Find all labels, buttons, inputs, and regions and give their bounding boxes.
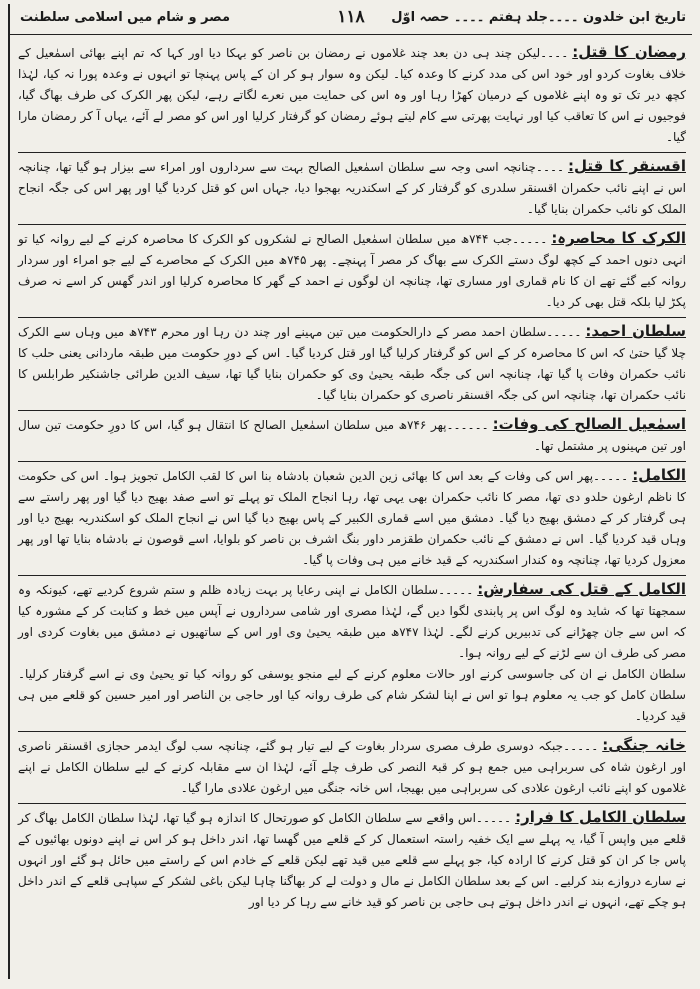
section-al-kamil: [18, 462, 686, 576]
section-civil-war: [18, 732, 686, 804]
section-text: ۔۔۔۔۔جبکہ دوسری طرف مصری سردار بغاوت کے لیے تیار ہو گئے، چنانچہ سب لوگ ایدمر حجازی اقسنقر ناصری اور ارغون شاہ کی سربراہی میں جمع ہو کر قبۃ النصر کی طرف چلے آئے، لہٰذا ان سے مقابلہ کرنے کے لیے سلطان الکامل نے اپنے غلاموں کو اپنے نائب ارغون علادی کی سربراہی میں بھیجا، اس خانہ جنگی میں ارغون علادی مارا گیا۔: [18, 739, 686, 795]
section-text: ۔۔۔۔لیکن چند ہی دن بعد چند غلاموں نے رمضان بن ناصر کو بہکا دیا اور کہا کہ تم اپنے بھائی اسمٰعیل کے خلاف بغاوت کردو اور خود اس کی مدد کرنے کا وعدہ کیا۔ لیکن وہ سوار ہو کر ان کے پاس پہنچا تو انہوں نے وعدہ پورا نہ کیا، لہٰذا کچھ دیر تک تو وہ اپنے غلاموں کے درمیان کھڑا رہا اور وہ اس کی حمایت میں نعرے لگاتے رہے، لیکن پھر الکرک کی طرف بھاگ گیا، فوجیوں نے اس کا تعاقب کیا اور نہایت پھرتی سے کام لیتے ہوئے رمضان کو گرفتار کرلیا اور اس کو مصر لے آئے، یہاں آ کر رمضان مارا گیا۔: [18, 46, 686, 144]
page-header: [10, 4, 692, 35]
section-karak-siege: [18, 225, 686, 318]
section-text: ۔۔۔۔۔سلطان الکامل نے اپنی رعایا پر بہت زیادہ ظلم و ستم شروع کردیے تھے، کیونکہ وہ سمجھتا تھا کہ شاید وہ لوگ اس پر پابندی لگوا دیں گے، لہٰذا مصری اور شامی سرداروں نے آپس میں خط و کتابت کر کے مشورہ کیا کہ اس سے جان چھڑانے کی تدبیریں کرنے لگے۔ لہٰذا ۷۴۷ھ میں طبقہ یحییٰ وی اور اس کے ساتھیوں نے دمشق میں بغاوت کردی اور مصر کی طرف ان سے لڑنے کے لیے روانہ ہوا۔: [18, 583, 686, 660]
section-heading: الکامل کے قتل کی سفارش:: [477, 580, 686, 598]
section-kamil-flight: [18, 804, 686, 917]
section-text-continued: سلطان الکامل نے ان کی جاسوسی کرنے اور حالات معلوم کرنے کے لیے منجو یوسفی کو روانہ کیا تو یحییٰ وی نے اسے گرفتار کرلیا۔ سلطان کامل کو جب یہ معلوم ہوا تو اس نے اپنا لشکر شام کی طرف روانہ کیا اور حاجی بن الناصر اور امیر حسین کو قلعے میں ہی قید کردیا۔: [18, 667, 686, 723]
section-text: ۔۔۔۔۔جب ۷۴۴ھ میں سلطان اسمٰعیل الصالح نے لشکروں کو الکرک کا محاصرہ کرنے کے لیے روانہ کیا تو انہی دنوں احمد کے کچھ لوگ دستے الکرک سے بھاگ کر مصر آ پہنچے۔ پھر ۷۴۵ھ میں الکرک کے محاصرے کے لیے جو امراء اور سردار روانہ کیے گئے تھے ان کا نام قماری اور مساری تھا، چنانچہ ان لوگوں نے احمد کے گھر کا محاصرہ کرلیا اور اندر گھس کر اسے نہ صرف پکڑ لیا بلکہ قتل بھی کر دیا۔: [18, 232, 687, 309]
section-heading: سلطان احمد:: [585, 322, 686, 340]
book-page: [8, 4, 692, 979]
section-text: ۔۔۔۔۔۔پھر ۷۴۶ھ میں سلطان اسمٰعیل الصالح کا انتقال ہو گیا، اس کا دورِ حکومت تین سال اور تین مہینوں پر مشتمل تھا۔: [18, 418, 686, 453]
page-number: ۱۱۸: [337, 7, 365, 27]
section-heading: سلطان الکامل کا فرار:: [515, 808, 686, 826]
section-heading: اسمٰعیل الصالح کی وفات:: [492, 415, 686, 433]
section-ismail-death: [18, 411, 686, 462]
section-text: ۔۔۔۔چنانچہ اسی وجہ سے سلطان اسمٰعیل الصالح بہت سے سرداروں اور امراء سے بیزار ہو گیا تھا، چنانچہ اس نے اپنے نائب حکمران اقسنقر سلدری کو گرفتار کر کے اسکندریہ بھجوا دیا، جہاں اس کو قتل کردیا گیا اور پھر اس کی جگہ انجاح الملک کو نائب حکمران بنایا گیا۔: [18, 160, 686, 216]
section-text: ۔۔۔۔۔اس واقعے سے سلطان الکامل کو صورتحال کا اندازہ ہو گیا تھا، لہٰذا سلطان الکامل بھاگ کر قلعے میں واپس آ گیا، یہ پہلے سے ایک خفیہ راستہ استعمال کر کے قلعے میں گھسا تھا، اندر داخل ہو کر اس نے اپنے دونوں بھائیوں کے پاس جا کر ان کو قتل کرنے کا ارادہ کیا، جو پہلے سے قلعے میں قید تھے لیکن قلعے کے خادم اس کے راستے میں حائل ہو گئے اور انہوں نے سارے دروازے بند کرلیے۔ اس کے بعد سلطان الکامل نے مال و دولت لے کر بھاگنا چاہا لیکن باغی لشکر کے سپاہی قلعے کے اندر داخل ہو چکے تھے، انہوں نے اندر داخل ہوتے ہی حاجی بن ناصر کو قید خانے سے رہا کر دیا اور: [18, 811, 686, 909]
page-body: [10, 35, 692, 917]
section-heading: اقسنقر کا قتل:: [568, 157, 686, 175]
book-title: تاریخ ابن خلدون ۔۔۔۔جلد ہفتم ۔۔۔۔ حصہ اوّل: [391, 10, 686, 25]
section-text: ۔۔۔۔۔پھر اس کی وفات کے بعد اس کا بھائی زین الدین شعبان بادشاہ بنا اس کا لقب الکامل تجویز ہوا۔ اس کی حکومت کا ناظم ارغون حلدو دی تھا، مصر کا نائب حکمران بھی یہی تھا، رہا انجاح الملک تو پہلے تو اسے صفد بھیج دیا گیا اور پھر راستے سے ہی گرفتار کر کے دمشق بھیج دیا گیا۔ دمشق میں اسے قماری الکبیر کے پاس بھیج دیا گیا اس نے انجاح الملک کو اسکندریہ بھیج دیا اور وہاں قید کردیا گیا۔ اس نے دمشق کے نائب حکمران طقزمر داور بنگ اشرف بن ناصر کو بلوایا، اسے قوصون نے بادشاہ بنایا تھا اور پھر معزول کردیا تھا، چنانچہ وہ کندار اسکندریہ کے قید خانے میں ہی وفات پا گیا۔: [18, 469, 686, 567]
section-heading: الکرک کا محاصرہ:: [551, 229, 686, 247]
section-text: ۔۔۔۔۔سلطان احمد مصر کے دارالحکومت میں تین مہینے اور چند دن رہا اور محرم ۷۴۳ھ میں وہاں سے الکرک چلا گیا حتیٰ کہ اس کا محاصرہ کر کے اس کو گرفتار کرلیا گیا اور قتل کردیا گیا۔ اس کے دورِ حکومت میں طبقہ ماردانی یعنی حلب کا نائب حکمران وفات پا گیا تھا، چنانچہ اس کی جگہ طبقہ یحییٰ وی کو حکمران بنایا گیا تھا، سیف الدین طرائی جاشنکیر طرابلس کا نائب حکمران تھا، چنانچہ اس کی جگہ اقسنقر ناصری کو حکمران بنایا گیا۔: [18, 325, 686, 402]
section-heading: الکامل:: [632, 466, 686, 484]
section-sultan-ahmad: [18, 318, 686, 411]
section-kamil-plot: [18, 576, 686, 732]
section-aqsunqur-killed: [18, 153, 686, 225]
section-ramadan-killed: [18, 39, 686, 153]
section-heading: رمضان کا قتل:: [572, 43, 686, 61]
chapter-title: مصر و شام میں اسلامی سلطنت: [20, 10, 231, 25]
section-heading: خانہ جنگی:: [602, 736, 686, 754]
